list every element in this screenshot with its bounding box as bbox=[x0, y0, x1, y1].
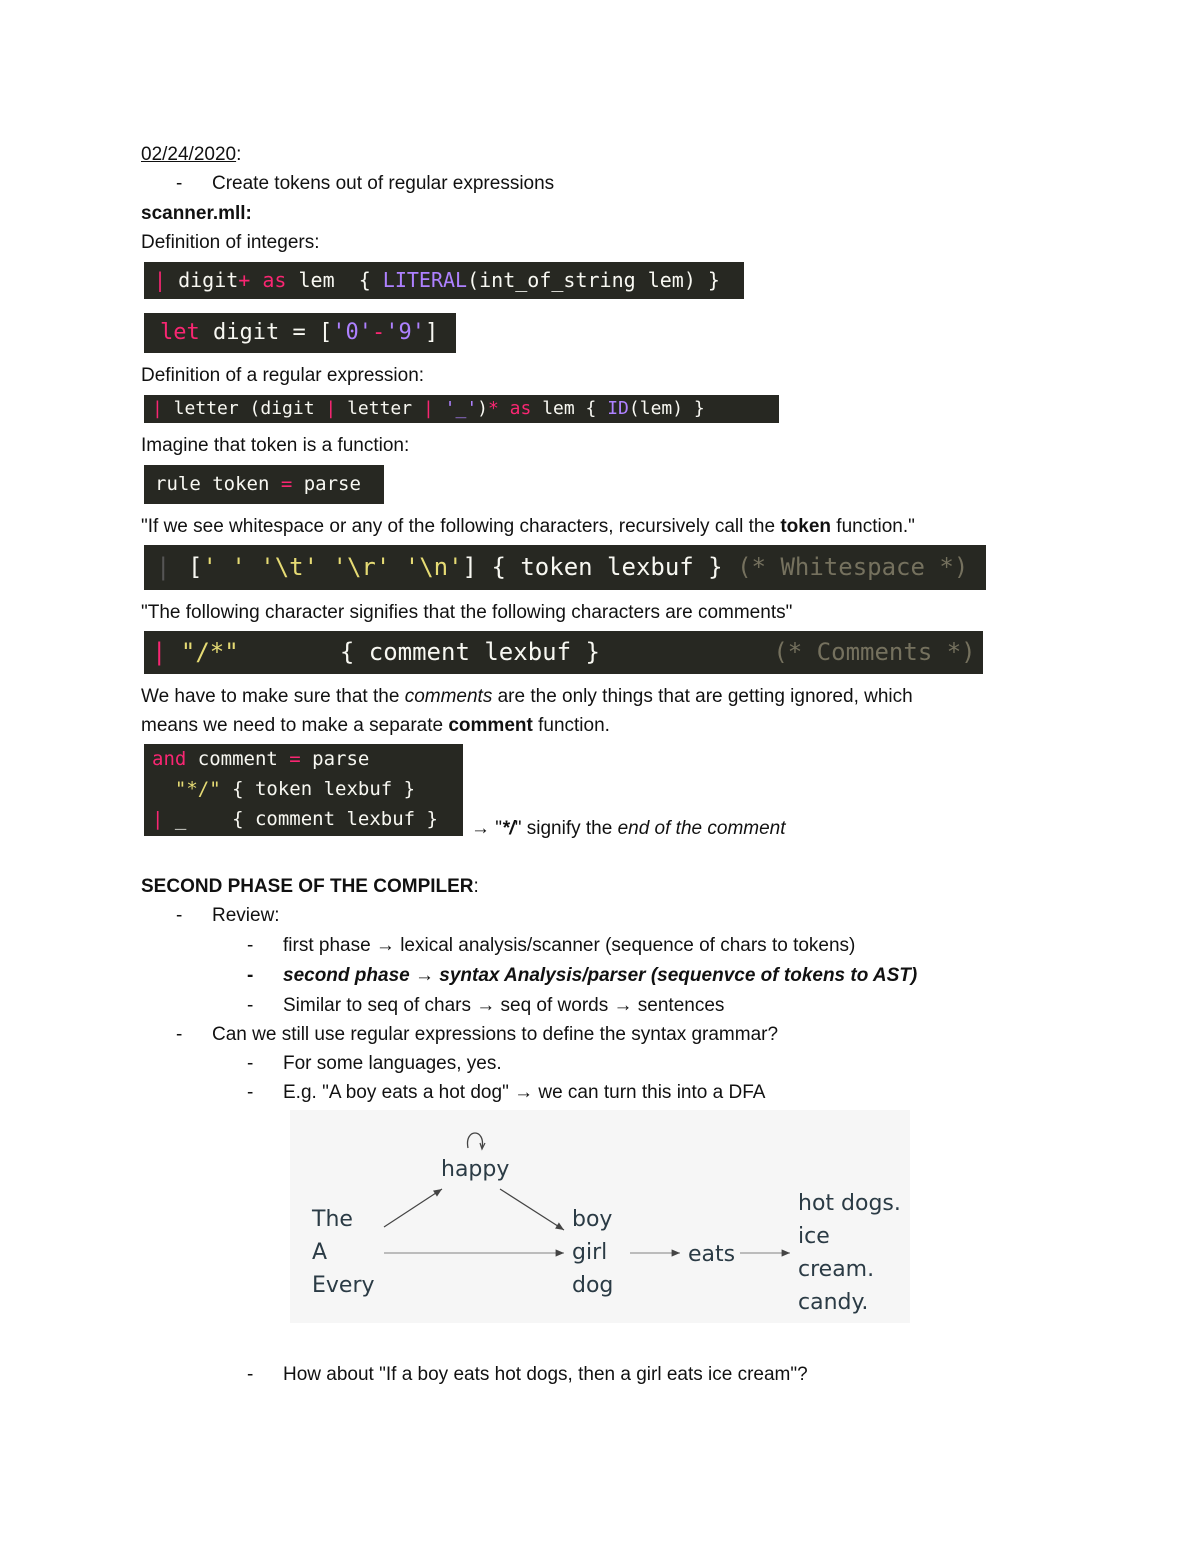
note-italic: end of the comment bbox=[617, 818, 786, 839]
state-every: Every bbox=[312, 1273, 375, 1298]
code-token: (int_of_string lem) } bbox=[467, 268, 720, 292]
state-a: A bbox=[312, 1240, 328, 1265]
def-integers-label: Definition of integers: bbox=[141, 232, 320, 253]
para-bold: comment bbox=[448, 715, 533, 736]
phase-heading: SECOND PHASE OF THE COMPILER bbox=[141, 876, 474, 897]
code-token bbox=[152, 778, 175, 800]
code-rule-token bbox=[144, 465, 384, 504]
quote-comments: "The following character signifies that the following characters are comments" bbox=[141, 602, 793, 623]
file-heading: scanner.mll: bbox=[141, 203, 252, 224]
para-italic: comments bbox=[404, 686, 493, 707]
end-comment-note bbox=[471, 817, 786, 841]
code-token: = bbox=[280, 473, 293, 495]
code-token: and bbox=[152, 748, 187, 770]
code-token: parse bbox=[300, 748, 370, 770]
bullet-dash: - bbox=[176, 173, 183, 194]
bullet-dash: - bbox=[247, 1053, 254, 1074]
code-token: ] bbox=[424, 320, 439, 345]
date-colon: : bbox=[236, 144, 242, 165]
code-token: ' ' '\t' '\r' '\n' bbox=[202, 553, 463, 581]
quote-text: function." bbox=[831, 516, 915, 537]
code-comment-function bbox=[144, 744, 463, 836]
note-bold: */ bbox=[502, 818, 515, 839]
code-token: (lem) } bbox=[628, 398, 705, 419]
quote-whitespace bbox=[141, 515, 915, 539]
bullet-dash: - bbox=[247, 1364, 254, 1385]
code-whitespace bbox=[144, 545, 986, 590]
bullet-similar: Similar to seq of chars → seq of words → sentences bbox=[283, 995, 725, 1016]
quote-text: "If we see whitespace or any of the following characters, recursively call the bbox=[141, 516, 781, 537]
code-token: "/*" bbox=[180, 638, 239, 666]
code-token: letter bbox=[336, 398, 423, 419]
state-girl: girl bbox=[572, 1240, 608, 1265]
code-token: rule token bbox=[155, 473, 281, 495]
bullet-dash: - bbox=[176, 1024, 183, 1045]
code-token: * bbox=[488, 398, 499, 419]
code-token: LITERAL bbox=[382, 268, 468, 292]
arrow-the-happy bbox=[384, 1189, 442, 1227]
code-token: + bbox=[238, 268, 251, 292]
code-token: '9' bbox=[385, 320, 425, 345]
code-token: | bbox=[325, 398, 337, 419]
arrow-happy-boy bbox=[500, 1189, 564, 1230]
code-token: { comment lexbuf } bbox=[238, 638, 600, 666]
code-token: as bbox=[498, 398, 532, 419]
quote-bold: token bbox=[780, 516, 832, 537]
state-cream: cream. bbox=[798, 1257, 875, 1282]
code-let-digit bbox=[144, 313, 456, 353]
code-token: | bbox=[154, 268, 167, 292]
bullet-dash: - bbox=[247, 935, 254, 956]
code-token: ] { token lexbuf } bbox=[462, 553, 738, 581]
state-happy: happy bbox=[441, 1157, 510, 1182]
para-text: We have to make sure that the bbox=[141, 686, 405, 707]
date: 02/24/2020 bbox=[141, 144, 237, 165]
code-token: | bbox=[152, 808, 164, 830]
bullet-second-phase: second phase → syntax Analysis/parser (sequenvce of tokens to AST) bbox=[283, 965, 918, 986]
phase-heading-line bbox=[141, 875, 479, 899]
code-comments bbox=[144, 631, 983, 674]
code-token: let bbox=[160, 320, 200, 345]
state-the: The bbox=[312, 1207, 353, 1232]
bullet-some-languages: For some languages, yes. bbox=[283, 1053, 502, 1074]
imagine-label: Imagine that token is a function: bbox=[141, 435, 410, 456]
bullet-create-tokens: Create tokens out of regular expressions bbox=[212, 173, 555, 194]
bullet-dash: - bbox=[176, 905, 183, 926]
code-token: lem { bbox=[531, 398, 608, 419]
code-token: ID bbox=[607, 398, 629, 419]
code-token: '0' bbox=[332, 320, 372, 345]
state-dog: dog bbox=[572, 1273, 614, 1298]
code-gutter-bar: | bbox=[156, 553, 171, 581]
code-token: | bbox=[152, 638, 167, 666]
dfa-svg bbox=[290, 1110, 910, 1323]
code-digit-rule bbox=[144, 262, 744, 299]
paragraph-line-1 bbox=[141, 685, 913, 709]
date-line bbox=[141, 143, 241, 167]
state-boy: boy bbox=[572, 1207, 613, 1232]
def-regex-label: Definition of a regular expression: bbox=[141, 365, 425, 386]
code-token: { token lexbuf } bbox=[220, 778, 416, 800]
code-token: [ bbox=[188, 553, 203, 581]
code-token: lem { bbox=[286, 268, 383, 292]
code-token: comment bbox=[186, 748, 290, 770]
code-line bbox=[152, 744, 463, 774]
state-eats: eats bbox=[688, 1242, 736, 1267]
code-token: digit bbox=[166, 268, 239, 292]
self-loop-arrow bbox=[468, 1133, 483, 1148]
state-candy: candy. bbox=[798, 1290, 869, 1315]
code-token: (* Whitespace *) bbox=[737, 553, 969, 581]
paragraph-line-2 bbox=[141, 714, 610, 738]
code-token bbox=[434, 398, 445, 419]
code-token: = bbox=[289, 748, 301, 770]
state-hot-dogs: hot dogs. bbox=[798, 1191, 901, 1216]
note-text: → " bbox=[471, 818, 503, 839]
code-token: '_' bbox=[444, 398, 478, 419]
code-token: _ { comment lexbuf } bbox=[163, 808, 438, 830]
code-token: digit = [ bbox=[199, 320, 333, 345]
code-token: | bbox=[152, 398, 163, 419]
code-line bbox=[152, 804, 463, 834]
bullet-question: Can we still use regular expressions to define the syntax grammar? bbox=[212, 1024, 779, 1045]
code-token: letter (digit bbox=[162, 398, 326, 419]
code-token: (* Comments *) bbox=[599, 638, 976, 666]
code-token: parse bbox=[292, 473, 361, 495]
bullet-how-about: How about "If a boy eats hot dogs, then a girl eats ice cream"? bbox=[283, 1364, 808, 1385]
bullet-first-phase: first phase → lexical analysis/scanner (sequence of chars to tokens) bbox=[283, 935, 856, 956]
para-text: means we need to make a separate bbox=[141, 715, 449, 736]
code-line bbox=[152, 774, 463, 804]
bullet-dash: - bbox=[247, 995, 254, 1016]
code-token: | bbox=[422, 398, 434, 419]
dfa-diagram bbox=[290, 1110, 910, 1323]
code-token: ) bbox=[477, 398, 488, 419]
bullet-review: Review: bbox=[212, 905, 280, 926]
note-text: " signify the bbox=[514, 818, 618, 839]
code-letter-rule bbox=[144, 395, 779, 423]
code-token: as bbox=[250, 268, 287, 292]
code-token: "*/" bbox=[174, 778, 221, 800]
para-text: are the only things that are getting ignored, which bbox=[492, 686, 913, 707]
para-text: function. bbox=[532, 715, 610, 736]
bullet-dash: - bbox=[247, 1082, 254, 1103]
bullet-dash: - bbox=[247, 965, 254, 986]
phase-colon: : bbox=[473, 876, 479, 897]
code-token: - bbox=[371, 320, 386, 345]
bullet-example: E.g. "A boy eats a hot dog" → we can turn this into a DFA bbox=[283, 1082, 766, 1103]
code-token bbox=[166, 638, 180, 666]
state-ice: ice bbox=[798, 1224, 830, 1249]
